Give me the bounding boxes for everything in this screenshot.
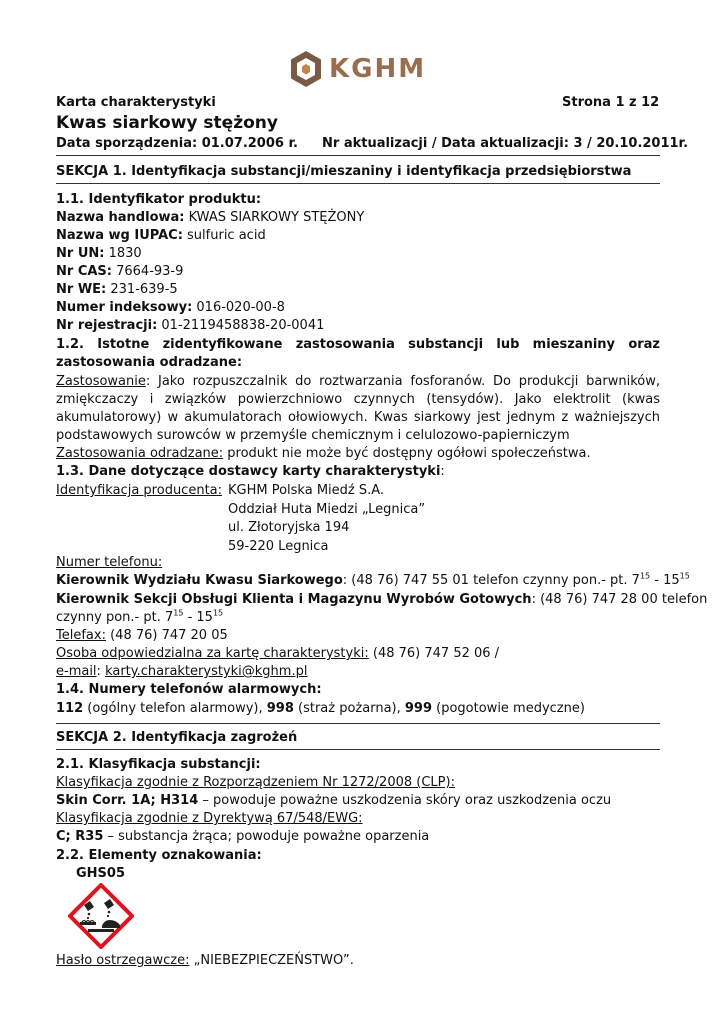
field-iupac: Nazwa wg IUPAC: sulfuric acid <box>56 228 266 243</box>
updated-date: Nr aktualizacji / Data aktualizacji: 3 / 20.10.2011r. <box>322 136 689 151</box>
section1-divider <box>56 183 660 184</box>
phone-line-2-cont: czynny pon.- pt. $7^{15} - 15^{15}$ <box>56 608 224 625</box>
s14-title: 1.4. Numery telefonów alarmowych: <box>56 682 322 697</box>
phone-line-1: Kierownik Wydziału Kwasu Siarkowego: (48 76) 747 55 01 telefon czynny pon.- pt. $7^{15} - 15^{15}$ <box>56 571 690 588</box>
clp-label: Klasyfikacja zgodnie z Rozporządzeniem Nr 1272/2008 (CLP): <box>56 775 455 790</box>
field-registration: Nr rejestracji: 01-2119458838-20-0041 <box>56 318 325 333</box>
fax-line: Telefax: (48 76) 747 20 05 <box>56 628 228 643</box>
s12-title: 1.2. Istotne zidentyfikowane zastosowania substancji lub mieszaniny oraz zastosowania odradzane: <box>56 337 660 370</box>
email-link[interactable]: karty.charakterystyki@kghm.pl <box>105 664 308 679</box>
s22-title: 2.2. Elementy oznakowania: <box>56 848 262 863</box>
section1-title: SEKCJA 1. Identyfikacja substancji/mieszaniny i identyfikacja przedsiębiorstwa <box>56 164 632 179</box>
page-number: Strona 1 z 12 <box>562 95 660 110</box>
doc-dates-row <box>56 135 689 153</box>
product-title: Kwas siarkowy stężony <box>56 113 278 133</box>
field-index: Numer indeksowy: 016-020-00-8 <box>56 300 285 315</box>
producer-line: ul. Złotoryjska 194 <box>228 520 350 535</box>
s21-title: 2.1. Klasyfikacja substancji: <box>56 757 261 772</box>
producer-line: 59-220 Legnica <box>228 538 329 554</box>
kghm-brand-text: KGHM <box>329 54 427 84</box>
kghm-logo <box>289 50 426 88</box>
s11-title: 1.1. Identyfikator produktu: <box>56 192 262 207</box>
producer-line: KGHM Polska Miedź S.A. <box>228 483 385 498</box>
section2-divider <box>56 749 660 750</box>
directive-classification: C; R35 – substancja żrąca; powoduje poważne oparzenia <box>56 829 430 844</box>
producer-label: Identyfikacja producenta: <box>56 483 223 498</box>
s13-title: 1.3. Dane dotyczące dostawcy karty charakterystyki: <box>56 464 445 479</box>
producer-address <box>228 482 425 556</box>
doc-header-row <box>56 94 660 112</box>
section2-title: SEKCJA 2. Identyfikacja zagrożeń <box>56 730 298 745</box>
directive-label: Klasyfikacja zgodnie z Dyrektywą 67/548/EWG: <box>56 811 363 826</box>
header-divider <box>56 155 660 156</box>
created-date: Data sporządzenia: 01.07.2006 r. <box>56 136 298 151</box>
discouraged-use: Zastosowania odradzane: produkt nie może być dostępny ogółowi społeczeństwa. <box>56 446 591 461</box>
alarm-numbers: 112 (ogólny telefon alarmowy), 998 (straż pożarna), 999 (pogotowie medyczne) <box>56 701 585 716</box>
email-line: e-mail: karty.charakterystyki@kghm.pl <box>56 664 308 679</box>
field-un: Nr UN: 1830 <box>56 246 142 261</box>
section2-top-divider <box>56 723 660 724</box>
field-trade-name: Nazwa handlowa: KWAS SIARKOWY STĘŻONY <box>56 210 365 225</box>
field-we: Nr WE: 231-639-5 <box>56 282 178 297</box>
kghm-hexagon-icon <box>289 50 323 88</box>
phone-label: Numer telefonu: <box>56 555 163 570</box>
doc-type: Karta charakterystyki <box>56 95 216 110</box>
producer-line: Oddział Huta Miedzi „Legnica” <box>228 501 426 517</box>
corrosion-icon <box>68 883 134 953</box>
clp-classification: Skin Corr. 1A; H314 – powoduje poważne uszkodzenia skóry oraz uszkodzenia oczu <box>56 793 612 808</box>
responsible-line: Osoba odpowiedzialna za kartę charakterystyki: (48 76) 747 52 06 / <box>56 646 500 661</box>
ghs-label: GHS05 <box>76 866 126 881</box>
use-paragraph: Zastosowanie: Jako rozpuszczalnik do roztwarzania fosforanów. Do produkcji barwników, zmiękczaczy i związków powierzchniowo czynnych (tensydów). Jako elektrolit (kwas akumulatorowy) w akumulatorach ołowiowych. Kwas siarkowy jest jednym z ważniejszych podstawowych surowców w przemyśle chemicznym i celulozowo-papierniczym <box>56 374 660 443</box>
field-cas: Nr CAS: 7664-93-9 <box>56 264 184 279</box>
signal-word: Hasło ostrzegawcze: „NIEBEZPIECZEŃSTWO”. <box>56 953 354 968</box>
phone-line-2: Kierownik Sekcji Obsługi Klienta i Magazynu Wyrobów Gotowych: (48 76) 747 28 00 telefon <box>56 592 708 607</box>
